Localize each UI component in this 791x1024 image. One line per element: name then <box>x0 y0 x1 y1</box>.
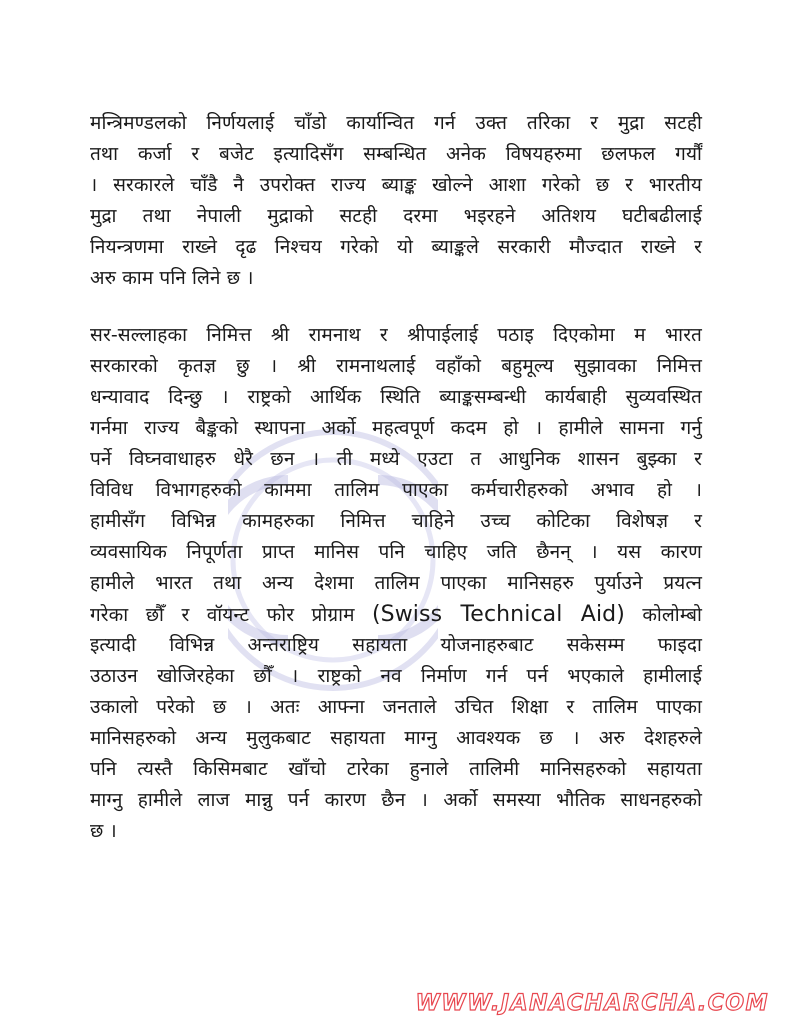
text-line: । सरकारले चाँडै नै उपरोक्त राज्य ब्याङ्क खोल्ने आशा गरेको छ र भारतीय <box>90 174 702 196</box>
text-line: व्यवसायिक निपूर्णता प्राप्त मानिस पनि चाहिए जति छैनन् । यस कारण <box>90 541 703 563</box>
website-watermark: WWW.JANACHARCHA.COM <box>415 991 769 1016</box>
document-body <box>90 108 702 847</box>
text-line: इत्यादी विभिन्न अन्तराष्ट्रिय सहायता योजनाहरुबाट सकेसम्म फाइदा <box>90 634 702 656</box>
text-line: पनि त्यस्तै किसिमबाट खाँचो टारेका हुनाले तालिमी मानिसहरुको सहायता <box>90 758 702 780</box>
text-line: मानिसहरुको अन्य मुलुकबाट सहायता माग्नु आवश्यक छ । अरु देशहरुले <box>90 727 702 749</box>
english-phrase: (Swiss Technical Aid) <box>371 602 625 627</box>
text-line: विविध विभागहरुको काममा तालिम पाएका कर्मचारीहरुको अभाव हो । <box>90 479 702 501</box>
paragraph-spacer <box>90 294 702 320</box>
paragraph-1 <box>90 108 702 294</box>
text-line: गर्नमा राज्य बैङ्कको स्थापना अर्को महत्वपूर्ण कदम हो । हामीले सामना गर्नु <box>90 417 702 439</box>
text-line: मन्त्रिमण्डलको निर्णयलाई चाँडो कार्यान्वित गर्न उक्त तरिका र मुद्रा सटही <box>90 112 702 134</box>
text-line: उठाउन खोजिरहेका छौँ । राष्ट्रको नव निर्माण गर्न पर्न भएकाले हामीलाई <box>90 665 702 687</box>
text-line: पर्ने विघ्नवाधाहरु धेरै छन । ती मध्ये एउटा त आधुनिक शासन बुझ्का र <box>90 448 702 470</box>
text-line: हामीले भारत तथा अन्य देशमा तालिम पाएका मानिसहरु पुर्याउने प्रयत्न <box>90 572 702 594</box>
text-line: सर-सल्लाहका निमित्त श्री रामनाथ र श्रीपाईलाई पठाइ दिएकोमा म भारत <box>90 324 702 346</box>
text-line: उकालो परेको छ । अतः आफ्ना जनताले उचित शिक्षा र तालिम पाएका <box>90 696 702 718</box>
paragraph-2 <box>90 320 702 847</box>
text-line: नियन्त्रणमा राख्ने दृढ निश्चय गरेको यो ब्याङ्कले सरकारी मौज्दात राख्ने र <box>90 236 702 258</box>
text-line: अरु काम पनि लिने छ । <box>90 267 254 289</box>
text-line-with-english: गरेका छौँ र वॉयन्ट फोर प्रोग्राम (Swiss Technical Aid) कोलोम्बो <box>90 602 702 627</box>
text-line: धन्यावाद दिन्छु । राष्ट्रको आर्थिक स्थिति ब्याङ्कसम्बन्धी कार्यबाही सुव्यवस्थित <box>90 386 702 408</box>
text-line: माग्नु हामीले लाज मान्नु पर्न कारण छैन । अर्को समस्या भौतिक साधनहरुको <box>90 789 702 811</box>
text-line: मुद्रा तथा नेपाली मुद्राको सटही दरमा भइरहने अतिशय घटीबढीलाई <box>90 205 702 227</box>
text-line: सरकारको कृतज्ञ छु । श्री रामनाथलाई वहाँको बहुमूल्य सुझावका निमित्त <box>90 355 702 377</box>
text-line: छ । <box>90 820 117 842</box>
text-line: तथा कर्जा र बजेट इत्यादिसँग सम्बन्धित अनेक विषयहरुमा छलफल गर्यौं <box>90 143 702 165</box>
text-line: हामीसँग विभिन्न कामहरुका निमित्त चाहिने उच्च कोटिका विशेषज्ञ र <box>90 510 702 532</box>
